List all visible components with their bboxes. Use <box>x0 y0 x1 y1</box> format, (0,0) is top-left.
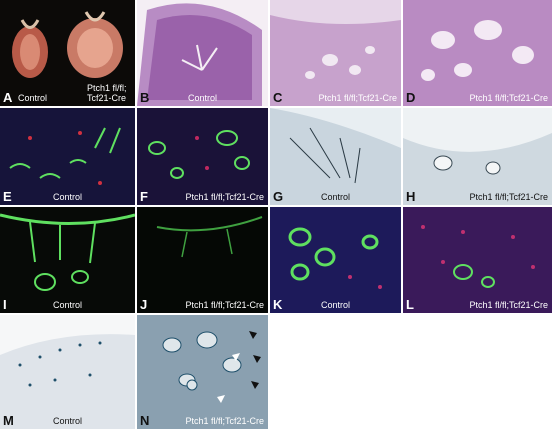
he-section <box>137 0 268 106</box>
panel-letter: K <box>273 297 283 312</box>
panel-f-fluor-mutant <box>137 108 268 205</box>
panel-c-he-mutant <box>270 0 401 106</box>
panel-caption: Control <box>52 416 82 426</box>
ihc-section <box>270 108 401 205</box>
panel-e-fluor-control <box>0 108 135 205</box>
fluorescence-image <box>137 108 268 205</box>
panel-letter: F <box>140 189 148 204</box>
panel-letter: G <box>273 189 284 204</box>
panel-k-fluor-control <box>270 207 401 313</box>
arrowhead-icon <box>249 331 257 339</box>
panel-letter: M <box>3 413 14 428</box>
panel-caption: Ptch1 fl/fl;Tcf21-Cre <box>318 93 397 103</box>
ihc-section <box>403 108 552 205</box>
panel-letter: D <box>406 90 416 105</box>
panel-caption: Ptch1 fl/fl;Tcf21-Cre <box>469 93 548 103</box>
fluorescence-image <box>137 207 268 313</box>
panel-letter: B <box>140 90 150 105</box>
xgal-section <box>137 315 268 429</box>
panel-caption: Control <box>18 93 48 103</box>
arrowhead-icon <box>253 355 261 363</box>
panel-letter: A <box>3 90 13 105</box>
panel-a-gross-kidneys <box>0 0 135 106</box>
panel-d-he-mutant <box>403 0 552 106</box>
panel-caption: Control <box>187 93 217 103</box>
panel-b-he-control <box>137 0 268 106</box>
fluorescence-image <box>403 207 552 313</box>
panel-letter: E <box>3 189 12 204</box>
panel-n-xgal-mutant <box>137 315 268 429</box>
panel-g-ihc-control <box>270 108 401 205</box>
panel-caption: Control <box>52 192 82 202</box>
panel-letter: N <box>140 413 150 428</box>
panel-caption: Control <box>320 300 350 310</box>
panel-caption: Ptch1 fl/fl;Tcf21-Cre <box>185 192 264 202</box>
arrowhead-icon <box>251 381 259 389</box>
panel-caption: Control <box>52 300 82 310</box>
panel-j-green-mutant <box>137 207 268 313</box>
panel-i-green-control <box>0 207 135 313</box>
fluorescence-image <box>0 108 135 205</box>
panel-l-fluor-mutant <box>403 207 552 313</box>
panel-letter: I <box>3 297 7 312</box>
arrowhead-icon <box>217 395 225 403</box>
xgal-section <box>0 315 135 429</box>
panel-caption: Ptch1 fl/fl; Tcf21-Cre <box>87 83 127 103</box>
panel-caption: Ptch1 fl/fl;Tcf21-Cre <box>469 192 548 202</box>
panel-letter: J <box>140 297 148 312</box>
panel-m-xgal-control <box>0 315 135 429</box>
panel-caption: Ptch1 fl/fl;Tcf21-Cre <box>469 300 548 310</box>
he-section <box>270 0 401 106</box>
he-section <box>403 0 552 106</box>
panel-letter: C <box>273 90 283 105</box>
panel-caption: Ptch1 fl/fl;Tcf21-Cre <box>185 300 264 310</box>
panel-letter: H <box>406 189 416 204</box>
panel-letter: L <box>406 297 414 312</box>
panel-h-ihc-mutant <box>403 108 552 205</box>
panel-caption: Ptch1 fl/fl;Tcf21-Cre <box>185 416 264 426</box>
panel-caption: Control <box>320 192 350 202</box>
fluorescence-image <box>270 207 401 313</box>
fluorescence-image <box>0 207 135 313</box>
